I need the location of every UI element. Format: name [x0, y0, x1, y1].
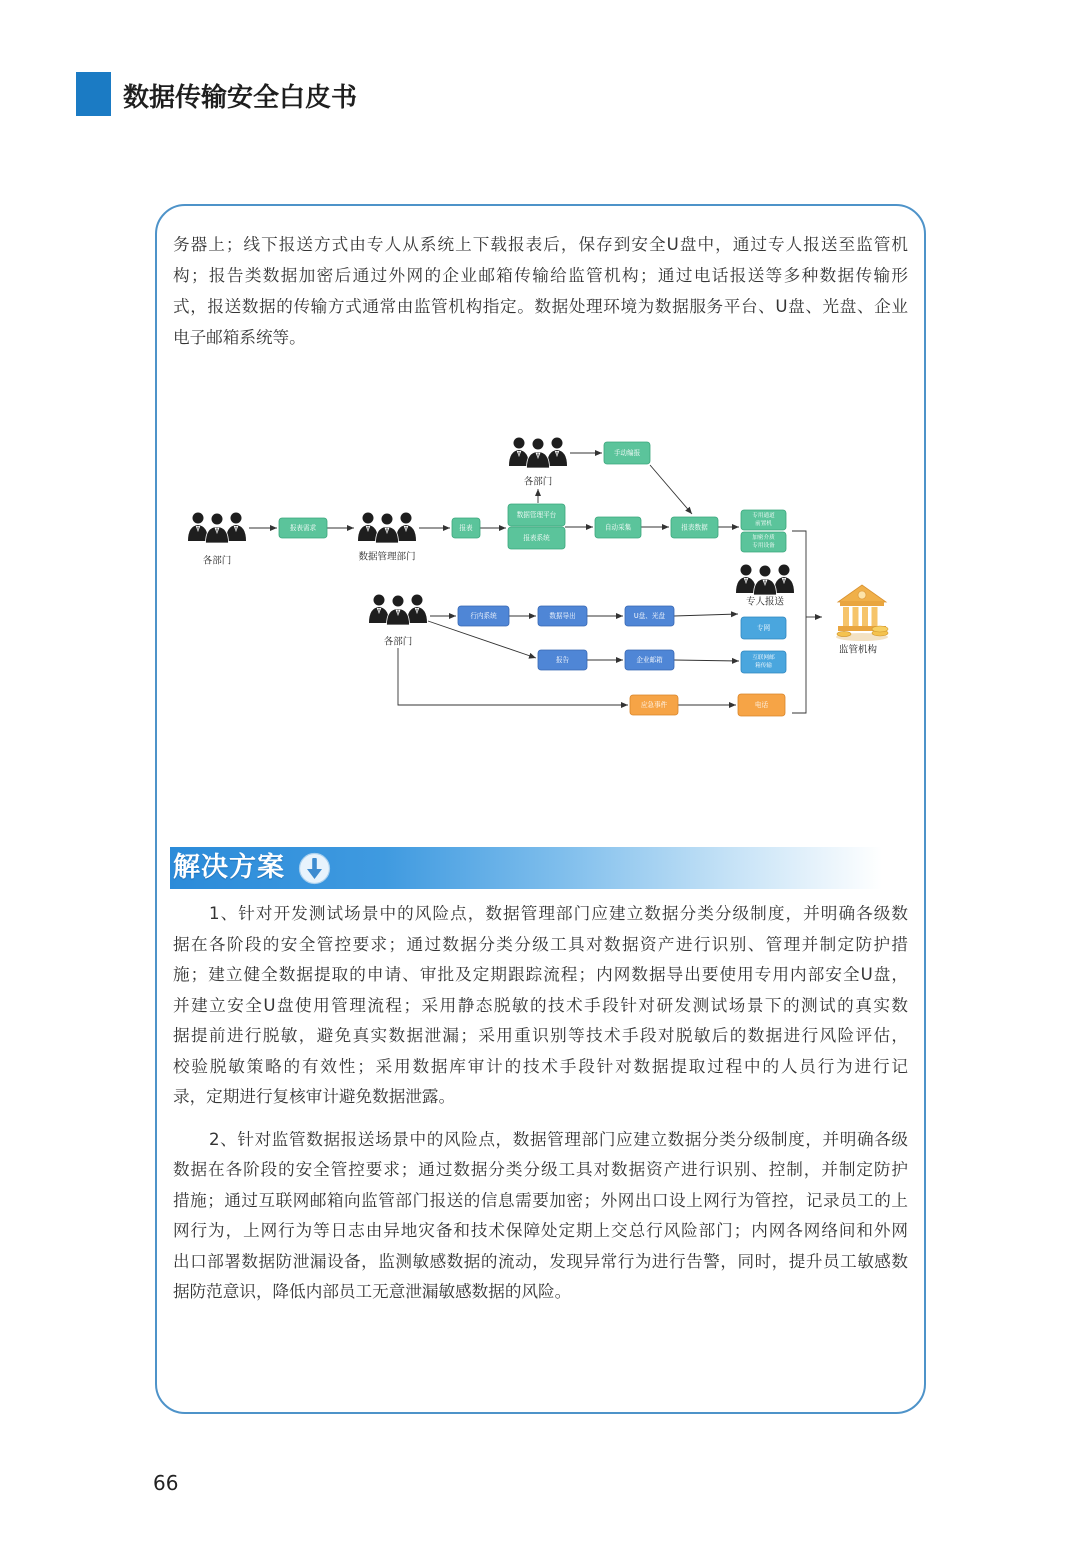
label-data-mgmt-dept: 数据管理部门: [358, 551, 416, 563]
box-encrypted-media-label: 专用设备: [752, 543, 775, 549]
box-manual-report-label: 手动编报: [613, 449, 641, 457]
solution-item-2: [173, 1125, 908, 1307]
solution-item-1-line: 1、针对开发测试场景中的风险点，数据管理部门应建立数据分类分级制度，并明确各级数: [209, 904, 908, 923]
bank-icon: [836, 585, 888, 641]
box-dedicated-channel-label: 前置机: [755, 521, 772, 527]
box-report-doc-label: 报告: [555, 656, 570, 664]
solution-item-2-line: 措施；通过互联网邮箱向监管部门报送的信息需要加密；外网出口设上网行为管控，记录员工的上: [173, 1190, 908, 1210]
label-top-dept: 各部门: [523, 476, 553, 488]
arrow-usb-to-courier: [674, 614, 738, 616]
box-data-export-label: 数据导出: [549, 612, 576, 620]
solution-item-2-line: 网行为，上网行为等日志由异地灾备和技术保障处定期上交总行风险部门；内网各网络间和外网: [173, 1221, 908, 1241]
box-report-label: 报表: [459, 524, 473, 532]
arrow-dept-to-report-doc: [428, 621, 536, 658]
solution-item-1-line: 据在各阶段的安全管控要求；通过数据分类分级工具对数据资产进行识别、管理并制定防护措: [173, 934, 908, 954]
intro-line: 构；报告类数据加密后通过外网的企业邮箱传输给监管机构；通过电话报送等多种数据传输形: [173, 266, 908, 285]
solution-item-1-line: 施；建立健全数据提取的申请、审批及定期跟踪流程；内网数据导出要使用专用内部安全U盘，: [173, 965, 908, 984]
box-internet-mail-label: 互联网邮: [752, 655, 775, 661]
box-emergency-label: 应急事件: [640, 701, 668, 709]
label-left-dept: 各部门: [202, 555, 232, 567]
people-icon-courier: [736, 565, 794, 596]
data-transfer-flow-diagram: [180, 425, 900, 725]
label-courier: 专人报送: [745, 596, 785, 608]
box-internal-system-label: 行内系统: [470, 612, 497, 620]
solution-item-1-line: 并建立安全U盘使用管理流程；采用静态脱敏的技术手段针对研发测试场景下的测试的真实数: [173, 995, 908, 1015]
solution-item-2-line: 数据在各阶段的安全管控要求；通过数据分类分级工具对数据资产进行识别、控制，并制定防护: [173, 1160, 908, 1180]
intro-line: 式，报送数据的传输方式通常由监管机构指定。数据处理环境为数据服务平台、U盘、光盘、企业: [173, 297, 908, 316]
solution-item-2-line: 2、针对监管数据报送场景中的风险点，数据管理部门应建立数据分类分级制度，并明确各级: [209, 1130, 908, 1149]
document-title: 数据传输安全白皮书: [123, 83, 358, 113]
intro-line: 务器上；线下报送方式由专人从系统上下载报表后，保存到安全U盘中，通过专人报送至监管机: [173, 235, 908, 254]
solution-item-2-line: 据防范意识，降低内部员工无意泄漏敏感数据的风险。: [173, 1281, 572, 1301]
people-icon-data-mgmt: [358, 513, 416, 544]
intro-line: 电子邮箱系统等。: [173, 328, 306, 347]
box-report-request-label: 报表需求: [289, 524, 317, 532]
section-heading: 解决方案: [173, 852, 285, 883]
solution-item-1-line: 据提前进行脱敏，避免真实数据泄漏；采用重识别等技术手段对脱敏后的数据进行风险评估，: [173, 1026, 908, 1045]
arrow-manual-report-to-report-data: [650, 465, 692, 514]
label-bottom-dept: 各部门: [383, 636, 413, 648]
people-icon-bottom-dept: [369, 595, 427, 626]
solution-item-1: [173, 899, 908, 1113]
down-arrow-icon: [298, 852, 331, 885]
arrow-dept-to-emergency: [398, 648, 628, 705]
box-usb-disc-label: U盘、光盘: [633, 612, 666, 620]
box-dedicated-channel-label: 专用通道: [752, 513, 775, 519]
intro-paragraph: [173, 229, 908, 353]
header-accent-block: [76, 72, 111, 116]
box-private-network-label: 专网: [756, 624, 771, 632]
people-icon-left-dept: [188, 513, 246, 544]
solution-item-1-line: 校验脱敏策略的有效性；采用数据库审计的技术手段针对数据提取过程中的人员行为进行记: [173, 1056, 908, 1076]
page-number: 66: [153, 1471, 179, 1495]
box-encrypted-media-label: 加密介质: [752, 535, 775, 541]
box-enterprise-mail-label: 企业邮箱: [636, 656, 663, 664]
channels-bracket: [792, 531, 806, 713]
box-report-data-label: 报表数据: [681, 523, 708, 532]
box-auto-collect-label: 自动采集: [604, 523, 632, 532]
arrow-mail-to-internet-mail: [674, 660, 739, 661]
box-data-platform-label: 数据管理平台: [516, 511, 557, 519]
box-phone-label: 电话: [754, 701, 769, 709]
label-regulator: 监管机构: [838, 644, 878, 656]
solution-item-1-line: 录，定期进行复核审计避免数据泄露。: [173, 1087, 456, 1106]
box-internet-mail-label: 箱传输: [755, 663, 772, 669]
people-icon-top-dept: [509, 438, 567, 469]
solution-item-2-line: 出口部署数据防泄漏设备，监测敏感数据的流动，发现异常行为进行告警，同时，提升员工敏感数: [173, 1251, 908, 1271]
box-report-system-label: 报表系统: [523, 534, 550, 542]
